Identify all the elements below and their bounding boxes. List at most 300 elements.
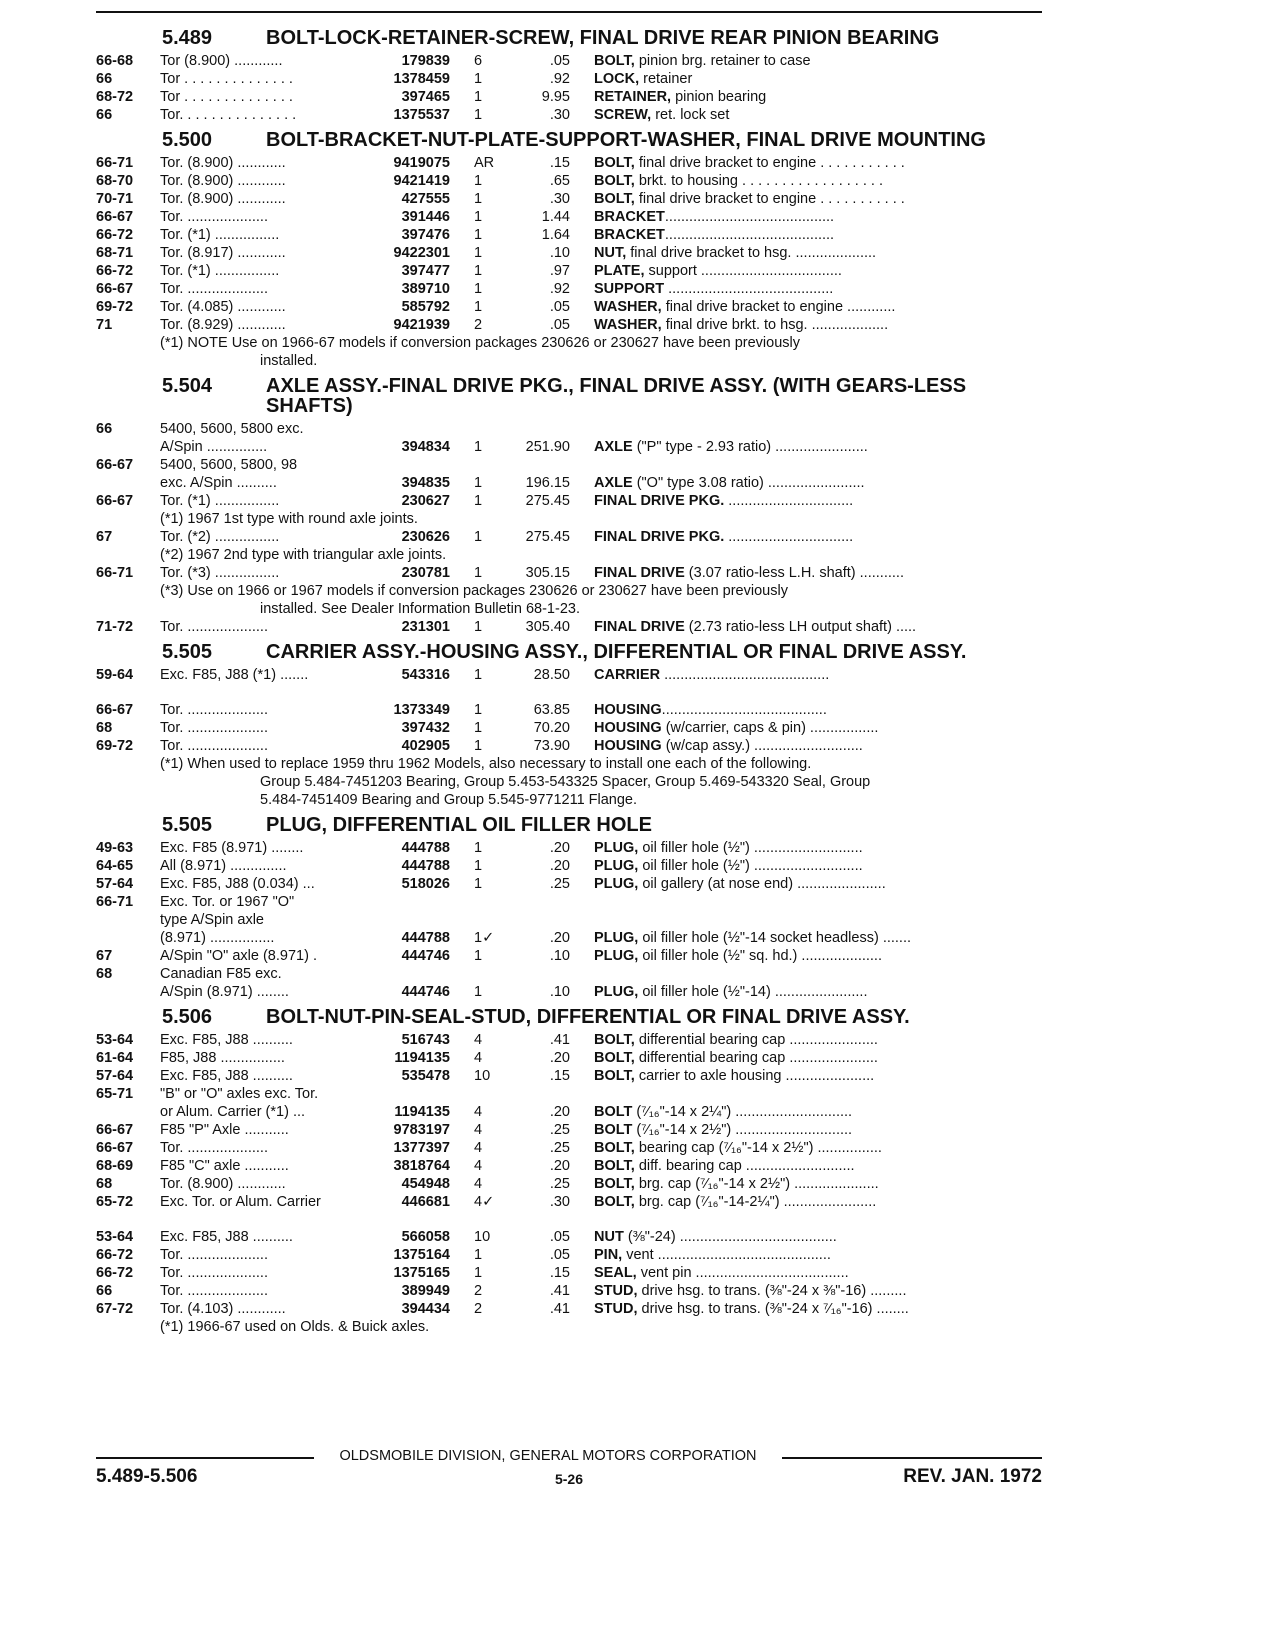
part-row [96,208,1042,226]
application: Tor. .................... [160,1283,268,1299]
description [570,1031,1042,1049]
description-detail: final drive brkt. to hsg. ................... [661,317,889,333]
application: All (8.971) .............. [160,858,287,874]
description-detail: vent pin ...................................... [636,1265,849,1281]
part-number: 585792 [401,299,450,315]
part-number [380,911,450,929]
application: Tor. (8.900) ............ [160,173,286,189]
price: .30 [549,1194,570,1210]
description [570,1282,1042,1300]
footer-rule-left [96,1457,314,1459]
part-number: 397432 [401,720,450,736]
description [570,1049,1042,1067]
row-spacer [96,1211,1042,1228]
footnote-continued: installed. [260,353,318,369]
description [570,1246,1042,1264]
part-number: 391446 [401,209,450,225]
price: 1.44 [541,209,570,225]
part-number: 1375165 [393,1265,450,1281]
description-name: HOUSING [594,720,662,736]
price: 251.90 [525,439,570,455]
application: Tor. (8.900) ............ [160,191,286,207]
description [570,52,1042,70]
footnote [96,582,1042,618]
description-name: BRACKET [594,227,665,243]
model-years: 66-67 [96,1122,134,1138]
price: .20 [549,1050,570,1066]
part-row [96,719,1042,737]
description [570,88,1042,106]
model-years: 66-68 [96,53,134,69]
quantity: 4 [474,1032,483,1048]
description [570,1121,1042,1139]
application: (*1) 1967 1st type with round axle joints. [160,511,418,527]
part-row [96,857,1042,875]
description-name: PLUG, [594,984,639,1000]
application: Tor. (*2) ................ [160,529,280,545]
price: 275.45 [525,493,570,509]
part-row [96,1103,1042,1121]
description-detail: retainer [639,71,693,87]
model-years: 66-72 [96,1247,134,1263]
quantity: 2 [474,1283,483,1299]
description-detail: ("O" type 3.08 ratio) ........................ [632,475,865,491]
price: 196.15 [525,475,570,491]
quantity: 1 [474,858,483,874]
description-name: HOUSING [594,702,662,718]
group-header [96,1007,1042,1027]
part-row [96,106,1042,124]
application: Tor. .................... [160,1140,268,1156]
part-row [96,1264,1042,1282]
price: 73.90 [533,738,570,754]
description [570,420,1042,438]
part-row [96,947,1042,965]
model-years [96,911,160,929]
quantity: 1 [474,191,483,207]
model-years: 53-64 [96,1229,134,1245]
quantity: 1 [474,720,483,736]
description-name: BOLT, [594,53,635,69]
description-detail: diff. bearing cap ........................... [634,1158,855,1174]
model-years: 61-64 [96,1050,134,1066]
model-years [96,1103,160,1121]
part-row [96,1282,1042,1300]
quantity: 4 [474,1158,483,1174]
model-years: 49-63 [96,840,134,856]
price: 9.95 [541,89,570,105]
description [570,208,1042,226]
part-number [380,965,450,983]
description [570,1300,1042,1318]
description [570,492,1042,510]
model-years: 66-71 [96,155,134,171]
part-row [96,262,1042,280]
part-row [96,1049,1042,1067]
quantity: 1 [474,281,483,297]
price: .41 [549,1301,570,1317]
model-years: 66 [96,1283,113,1299]
description-name: BRACKET [594,209,665,225]
description-detail: (2.73 ratio-less LH output shaft) ..... [684,619,917,635]
description [570,154,1042,172]
quantity: 4 [474,1122,483,1138]
price: .05 [549,317,570,333]
description-detail: pinion brg. retainer to case [634,53,811,69]
application: (8.971) ................ [160,930,275,946]
part-row [96,983,1042,1001]
application: Tor. (8.929) ............ [160,317,286,333]
description-name: STUD, [594,1301,638,1317]
description-detail: bearing cap (⁷⁄₁₆"-14 x 2½") ................ [634,1140,882,1156]
description-name: RETAINER, [594,89,672,105]
part-row [96,1121,1042,1139]
part-row [96,528,1042,546]
description [570,1103,1042,1121]
part-number: 1194135 [394,1104,450,1120]
group-header [96,815,1042,835]
footnote [96,334,1042,370]
footnote [96,1318,1042,1336]
part-row [96,298,1042,316]
part-row [96,1067,1042,1085]
application: Tor. (*1) ................ [160,227,280,243]
part-row [96,929,1042,947]
price [500,546,570,564]
description-detail: final drive bracket to engine . . . . . . . . . . . [634,155,905,171]
description [570,510,1042,528]
quantity [450,965,500,983]
quantity: 10 [474,1229,491,1245]
description-name: STUD, [594,1283,638,1299]
description-name: PLUG, [594,876,639,892]
group-number: 5.489 [162,27,213,49]
group-section [96,815,1042,1001]
description [570,875,1042,893]
footer-rule-right [782,1457,1042,1459]
model-years: 66-67 [96,281,134,297]
description [570,929,1042,947]
description-detail: .......................................... [664,209,835,225]
description [570,438,1042,456]
description [570,1264,1042,1282]
parts-listing [96,22,1042,1336]
part-row [96,1300,1042,1318]
quantity: 1 [474,263,483,279]
part-number: 9421939 [393,317,450,333]
footer-division: OLDSMOBILE DIVISION, GENERAL MOTORS CORPORATION [339,1448,757,1464]
model-years [96,510,160,528]
application: 5400, 5600, 5800, 98 [160,457,298,473]
description [570,1157,1042,1175]
description-detail: brg. cap (⁷⁄₁₆"-14 x 2½") ..................... [634,1176,879,1192]
model-years: 67-72 [96,1301,134,1317]
description-name: BOLT, [594,173,635,189]
price: .15 [549,1265,570,1281]
model-years: 71 [96,317,113,333]
description [570,190,1042,208]
top-rule [96,11,1042,13]
quantity: 1 [474,227,483,243]
group-header [96,28,1042,48]
part-number: 1378459 [393,71,450,87]
model-years: 71-72 [96,619,134,635]
part-number: 535478 [401,1068,450,1084]
model-years [96,983,160,1001]
description [570,106,1042,124]
description-name: BOLT, [594,191,635,207]
description [570,316,1042,334]
part-number: 394835 [401,475,450,491]
part-row [96,965,1042,983]
description-detail: drive hsg. to trans. (⅜"-24 x ⁷⁄₁₆"-16) ........ [637,1301,909,1317]
footnote [96,791,1042,809]
price: .10 [549,984,570,1000]
description-detail: oil gallery (at nose end) ...................... [638,876,886,892]
part-row [96,244,1042,262]
part-row [96,316,1042,334]
part-row [96,474,1042,492]
quantity: 4 [474,1176,483,1192]
part-row [96,172,1042,190]
quantity [450,911,500,929]
application: 5400, 5600, 5800 exc. [160,421,304,437]
price: .92 [549,71,570,87]
description [570,474,1042,492]
application: Tor. .................... [160,209,268,225]
quantity: 1 [474,299,483,315]
part-row [96,1228,1042,1246]
price: 275.45 [525,529,570,545]
part-row [96,280,1042,298]
price: .15 [549,155,570,171]
description-name: BOLT, [594,155,635,171]
quantity [450,893,500,911]
price: .20 [549,840,570,856]
model-years [96,546,160,564]
part-number: 9783197 [393,1122,450,1138]
part-row [96,1085,1042,1103]
quantity: 1 [474,702,483,718]
part-number: 446681 [401,1194,450,1210]
price [500,893,570,911]
description-name: FINAL DRIVE [594,619,685,635]
description [570,719,1042,737]
application: Exc. Tor. or 1967 "O" [160,894,295,910]
application: Tor. (*1) ................ [160,493,280,509]
description [570,262,1042,280]
application: Exc. F85, J88 .......... [160,1068,293,1084]
price: .05 [549,1229,570,1245]
application: exc. A/Spin .......... [160,475,277,491]
price: .10 [549,948,570,964]
part-number: 1373349 [393,702,450,718]
description-detail: final drive bracket to engine ............ [661,299,896,315]
part-number: 9419075 [393,155,450,171]
model-years: 66 [96,421,113,437]
description-detail: drive hsg. to trans. (⅜"-24 x ⅜"-16) ......... [637,1283,907,1299]
description-detail: ............................... [724,493,854,509]
price [500,965,570,983]
part-row [96,618,1042,636]
description-name: HOUSING [594,738,662,754]
description [570,666,1042,684]
price: 1.64 [541,227,570,243]
price [500,420,570,438]
group-title: BOLT-LOCK-RETAINER-SCREW, FINAL DRIVE REAR PINION BEARING [266,27,940,49]
model-years: 68 [96,720,113,736]
part-number: 1377397 [393,1140,450,1156]
quantity: 1✓ [474,930,495,946]
part-row [96,52,1042,70]
price: .15 [549,1068,570,1084]
footer-page-number: 5-26 [554,1471,584,1487]
part-row [96,564,1042,582]
description-detail: oil filler hole (½" sq. hd.) .................... [638,948,882,964]
quantity: 1 [474,565,483,581]
application: Tor. .................... [160,619,268,635]
part-number: 444788 [401,858,450,874]
model-years [96,929,160,947]
description-name: BOLT, [594,1194,635,1210]
part-row [96,911,1042,929]
application: Exc. F85, J88 .......... [160,1032,293,1048]
application: Tor. (*1) ................ [160,263,280,279]
description [570,1228,1042,1246]
quantity: 1 [474,107,483,123]
group-number: 5.504 [162,375,213,397]
model-years: 66-71 [96,565,134,581]
group-section [96,376,1042,636]
price: .41 [549,1032,570,1048]
description-name: NUT [594,1229,624,1245]
part-row [96,1193,1042,1211]
description-name: BOLT, [594,1050,635,1066]
application: A/Spin "O" axle (8.971) . [160,948,317,964]
model-years: 66-67 [96,702,134,718]
footer-group-range: 5.489-5.506 [96,1466,198,1487]
description-name: SEAL, [594,1265,637,1281]
part-number: 516743 [401,1032,450,1048]
application: Tor. (8.900) ............ [160,155,286,171]
part-number: 454948 [401,1176,450,1192]
part-number [380,1085,450,1103]
price: .25 [549,876,570,892]
footer-revision: REV. JAN. 1972 [903,1466,1042,1487]
model-years: 69-72 [96,738,134,754]
part-number [380,546,450,564]
part-number: 397476 [401,227,450,243]
description [570,172,1042,190]
part-number [380,893,450,911]
application: Tor . . . . . . . . . . . . . . [160,71,293,87]
description-detail: brg. cap (⁷⁄₁₆"-14-2¼") ....................... [634,1194,877,1210]
model-years: 70-71 [96,191,134,207]
description [570,701,1042,719]
description-name: BOLT, [594,1176,635,1192]
description-detail: (⅜"-24) ....................................... [623,1229,837,1245]
part-row [96,88,1042,106]
quantity: 10 [474,1068,491,1084]
price: 70.20 [533,720,570,736]
group-header [96,130,1042,150]
footnote-text: (*1) NOTE Use on 1966-67 models if conversion packages 230626 or 230627 have been previously [160,335,800,351]
price: .97 [549,263,570,279]
part-number: 543316 [401,667,450,683]
quantity: 4✓ [474,1194,495,1210]
part-number: 397477 [401,263,450,279]
part-row [96,190,1042,208]
description-detail: differential bearing cap ...................... [634,1050,878,1066]
quantity: 1 [474,245,483,261]
part-number: 1375537 [393,107,450,123]
quantity: 1 [474,1247,483,1263]
price: .30 [549,191,570,207]
price: 63.85 [533,702,570,718]
part-number: 566058 [401,1229,450,1245]
group-number: 5.505 [162,641,213,663]
part-number: 3818764 [393,1158,450,1174]
application: Exc. F85, J88 .......... [160,1229,293,1245]
description [570,839,1042,857]
description [570,244,1042,262]
quantity: 1 [474,619,483,635]
part-number: 389949 [401,1283,450,1299]
part-number: 394434 [401,1301,450,1317]
part-number: 397465 [401,89,450,105]
model-years: 57-64 [96,876,134,892]
quantity: 1 [474,89,483,105]
quantity: 1 [474,71,483,87]
description-detail: final drive bracket to engine . . . . . . . . . . . [634,191,905,207]
price: .30 [549,107,570,123]
price: .20 [549,930,570,946]
description-name: SUPPORT [594,281,665,297]
price: .25 [549,1176,570,1192]
part-row [96,438,1042,456]
quantity: 1 [474,1265,483,1281]
row-spacer [96,684,1042,701]
group-section [96,1007,1042,1336]
model-years: 68 [96,966,113,982]
description-name: FINAL DRIVE PKG. [594,529,725,545]
application: Tor. .................... [160,1265,268,1281]
description [570,280,1042,298]
description [570,1175,1042,1193]
price: .20 [549,1104,570,1120]
part-number: 230626 [401,529,450,545]
description [570,947,1042,965]
catalog-page [96,0,1042,1647]
application: Tor (8.900) ............ [160,53,283,69]
description [570,857,1042,875]
description-name: BOLT, [594,1068,635,1084]
quantity [450,1085,500,1103]
part-number [380,420,450,438]
price: 305.40 [525,619,570,635]
application: F85 "P" Axle ........... [160,1122,289,1138]
price: .20 [549,1158,570,1174]
description-name: BOLT, [594,1140,635,1156]
part-number [380,510,450,528]
application: F85, J88 ................ [160,1050,285,1066]
price: 305.15 [525,565,570,581]
quantity: 1 [474,475,483,491]
quantity: 2 [474,1301,483,1317]
part-number: 444746 [401,948,450,964]
description-detail: (3.07 ratio-less L.H. shaft) ........... [684,565,904,581]
part-row [96,420,1042,438]
